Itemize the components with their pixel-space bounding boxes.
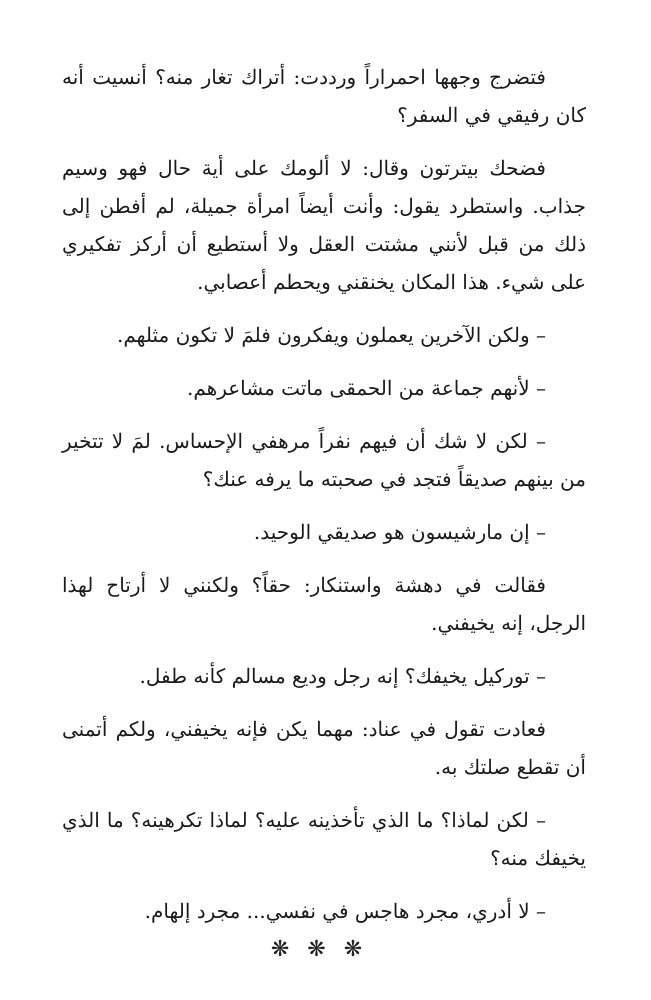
dialogue-line-4: – إن مارشيسون هو صديقي الوحيد. xyxy=(253,520,546,544)
paragraph-2: فضحك بيترتون وقال: لا ألومك على أية حال فهو وسيم جذاب. واستطرد يقول: وأنت أيضاً امرأة جميلة، لم أفطن إلى ذلك من قبل لأنني مشتت العقل ولا أستطيع أن أركز تفكيري على شيء. هذا المكان يخنقني ويحطم أعصابي. xyxy=(62,156,586,294)
dialogue-line-6: – لكن لماذا؟ ما الذي تأخذينه عليه؟ لماذا تكرهينه؟ ما الذي يخيفك منه؟ xyxy=(62,808,586,870)
dialogue-line-5: – توركيل يخيفك؟ إنه رجل وديع مسالم كأنه طفل. xyxy=(139,664,546,688)
dialogue-line-2: – لأنهم جماعة من الحمقى ماتت مشاعرهم. xyxy=(186,376,546,400)
page-body xyxy=(62,58,586,945)
dialogue-line-3: – لكن لا شك أن فيهم نفراً مرهفي الإحساس. لمَ لا تتخير من بينهم صديقاً فتجد في صحبته ما يرفه عنك؟ xyxy=(62,429,586,491)
paragraph-1: فتضرج وجهها احمراراً ورددت: أتراك تغار منه؟ أنسيت أنه كان رفيقي في السفر؟ xyxy=(62,65,586,127)
paragraph-3: فقالت في دهشة واستنكار: حقاً؟ ولكنني لا أرتاح لهذا الرجل، إنه يخيفني. xyxy=(62,573,586,635)
dialogue-line-1: – ولكن الآخرين يعملون ويفكرون فلمَ لا تكون مثلهم. xyxy=(116,323,546,347)
dialogue-line-7: – لا أدري، مجرد هاجس في نفسي... مجرد إلهام. xyxy=(144,899,546,923)
paragraph-4: فعادت تقول في عناد: مهما يكن فإنه يخيفني، ولكم أتمنى أن تقطع صلتك به. xyxy=(62,717,586,779)
section-separator: ❋❋❋ xyxy=(270,937,381,962)
